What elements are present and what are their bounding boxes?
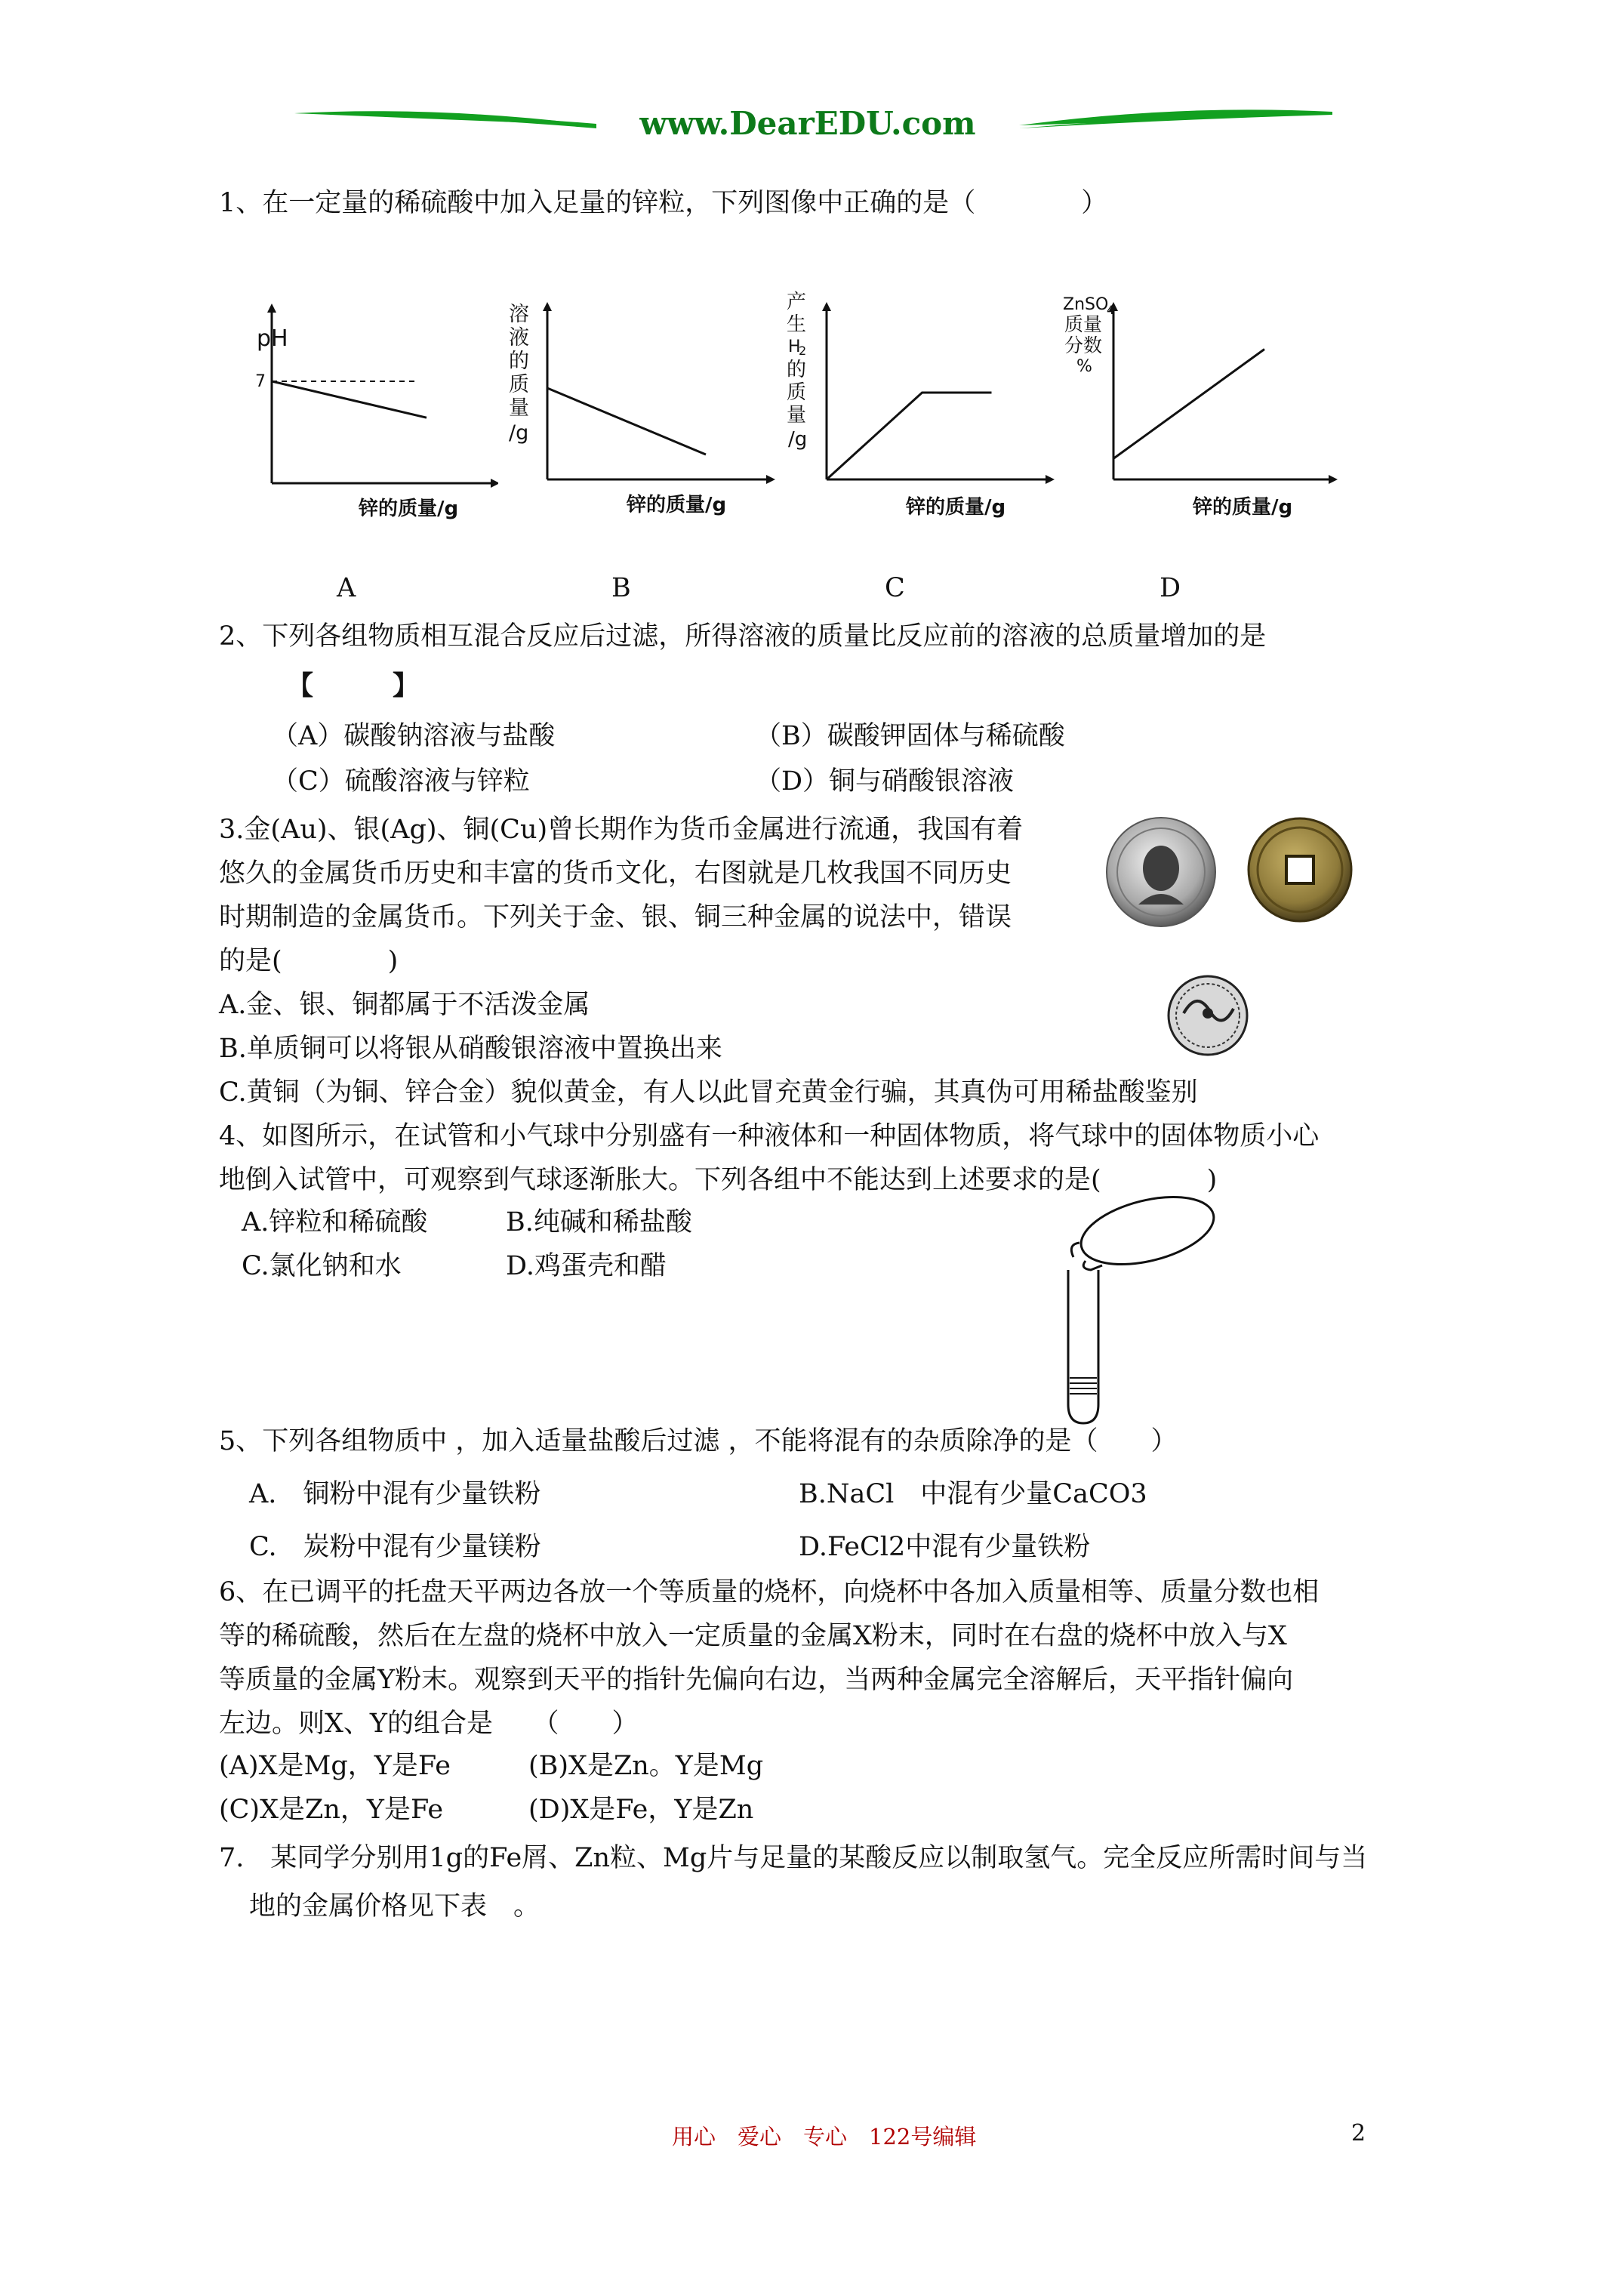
silver-dragon-coin-icon — [1169, 976, 1247, 1055]
q6-line-4: 左边。则X、Y的组合是 （ ） — [219, 1709, 639, 1739]
q7-line-1: 7. 某同学分别用1g的Fe屑、Zn粒、Mg片与足量的某酸反应以制取氢气。完全反应所需时间与当 — [219, 1843, 1368, 1873]
q3-option-c: C.黄铜（为铜、锌合金）貌似黄金，有人以此冒充黄金行骗，其真伪可用稀盐酸鉴别 — [219, 1077, 1198, 1108]
q6-option-d: (D)X是Fe，Y是Zn — [528, 1795, 754, 1825]
site-logo: www.DearEDU.com — [639, 105, 976, 142]
q2-option-d: （D）铜与硝酸银溶液 — [755, 766, 1015, 797]
chart-letter-d: D — [1160, 573, 1181, 603]
q6-option-c: (C)X是Zn，Y是Fe — [219, 1795, 444, 1825]
q1-text: 1、在一定量的稀硫酸中加入足量的锌粒，下列图像中正确的是（ ） — [219, 188, 1108, 218]
footer-note: 用心 爱心 专心 122号编辑 — [672, 2124, 977, 2150]
x-axis-arrow — [491, 479, 498, 488]
x-axis-arrow — [1329, 475, 1338, 484]
q4-option-a: A.锌粒和稀硫酸 — [242, 1207, 428, 1237]
q2-answer-bracket: 【 】 — [287, 670, 420, 701]
q5-option-c: C. 炭粉中混有少量镁粉 — [249, 1532, 541, 1562]
series-line — [547, 388, 706, 455]
chart-letter-c: C — [885, 573, 905, 603]
q3-line-2: 悠久的金属货币历史和丰富的货币文化，右图就是几枚我国不同历史 — [219, 858, 1012, 889]
q4-option-c: C.氯化钠和水 — [242, 1251, 402, 1281]
coins-image — [1102, 815, 1374, 1072]
test-tube-balloon-image — [1034, 1185, 1230, 1435]
q6-line-3: 等质量的金属Y粉末。观察到天平的指针先偏向右边，当两种金属完全溶解后，天平指针偏向 — [219, 1665, 1294, 1695]
x-label: 锌的质量/g — [359, 498, 459, 520]
chart-letter-a: A — [337, 573, 356, 603]
header-banner — [287, 91, 1344, 151]
chart-letter-b: B — [611, 573, 631, 603]
q4-option-b: B.纯碱和稀盐酸 — [506, 1207, 692, 1237]
q3-line-3: 时期制造的金属货币。下列关于金、银、铜三种金属的说法中，错误 — [219, 902, 1012, 932]
chart-d — [1057, 287, 1344, 544]
bronze-square-hole-coin-icon — [1249, 818, 1351, 921]
q3-option-a: A.金、银、铜都属于不活泼金属 — [219, 990, 590, 1020]
x-label: 锌的质量/g — [906, 496, 1006, 519]
y-label: 溶液的质量/g — [509, 303, 529, 445]
q2-option-a: （A）碳酸钠溶液与盐酸 — [272, 721, 556, 751]
q7-line-2: 地的金属价格见下表 。 — [249, 1891, 540, 1922]
q5-option-b: B.NaCl 中混有少量CaCO3 — [799, 1479, 1147, 1509]
q4-line-1: 4、如图所示，在试管和小气球中分别盛有一种液体和一种固体物质，将气球中的固体物质小心 — [219, 1121, 1320, 1151]
q3-line-4: 的是( ) — [219, 946, 399, 976]
q6-option-b: (B)X是Zn。Y是Mg — [528, 1751, 764, 1781]
x-label: 锌的质量/g — [627, 494, 727, 516]
series-line — [827, 393, 992, 479]
y-tick-7: 7 — [255, 372, 266, 391]
q2-option-b: （B）碳酸钾固体与稀硫酸 — [755, 721, 1065, 751]
q6-line-2: 等的稀硫酸，然后在左盘的烧杯中放入一定质量的金属X粉末，同时在右盘的烧杯中放入与X — [219, 1621, 1287, 1651]
q3-line-1: 3.金(Au)、银(Ag)、铜(Cu)曾长期作为货币金属进行流通，我国有着 — [219, 815, 1024, 845]
test-tube-icon — [1068, 1270, 1098, 1423]
chart-a — [226, 302, 498, 544]
series-line — [1113, 350, 1264, 459]
q5-text: 5、下列各组物质中 ，加入适量盐酸后过滤 ，不能将混有的杂质除净的是（ ） — [219, 1426, 1178, 1456]
x-axis-arrow — [766, 475, 775, 484]
x-axis-arrow — [1046, 475, 1055, 484]
q5-option-a: A. 铜粉中混有少量铁粉 — [249, 1479, 541, 1509]
q4-option-d: D.鸡蛋壳和醋 — [506, 1251, 667, 1281]
y-label: 产生 H2 的质量/g — [787, 291, 808, 451]
y-axis-arrow — [822, 302, 831, 311]
y-axis-arrow — [267, 304, 276, 313]
y-axis-arrow — [543, 302, 552, 311]
q3-option-b: B.单质铜可以将银从硝酸银溶液中置换出来 — [219, 1034, 722, 1064]
q2-text: 2、下列各组物质相互混合反应后过滤，所得溶液的质量比反应前的溶液的总质量增加的是 — [219, 621, 1267, 652]
q6-option-a: (A)X是Mg，Y是Fe — [219, 1751, 451, 1781]
page-number: 2 — [1351, 2120, 1366, 2147]
q6-line-1: 6、在已调平的托盘天平两边各放一个等质量的烧杯，向烧杯中各加入质量相等、质量分数也相 — [219, 1577, 1320, 1607]
q5-option-d: D.FeCl2中混有少量铁粉 — [799, 1532, 1091, 1562]
y-label: pH — [257, 325, 288, 352]
balloon-icon — [1074, 1185, 1221, 1277]
chart-c — [778, 287, 1057, 544]
series-line — [272, 381, 427, 418]
chart-b — [498, 294, 778, 544]
q2-option-c: （C）硫酸溶液与锌粒 — [272, 766, 530, 797]
silver-portrait-coin-icon — [1107, 818, 1215, 926]
y-label: ZnSO4 质量 分数 % — [1063, 295, 1115, 376]
q4-line-2: 地倒入试管中，可观察到气球逐渐胀大。下列各组中不能达到上述要求的是( ) — [219, 1165, 1218, 1195]
x-label: 锌的质量/g — [1193, 496, 1293, 519]
